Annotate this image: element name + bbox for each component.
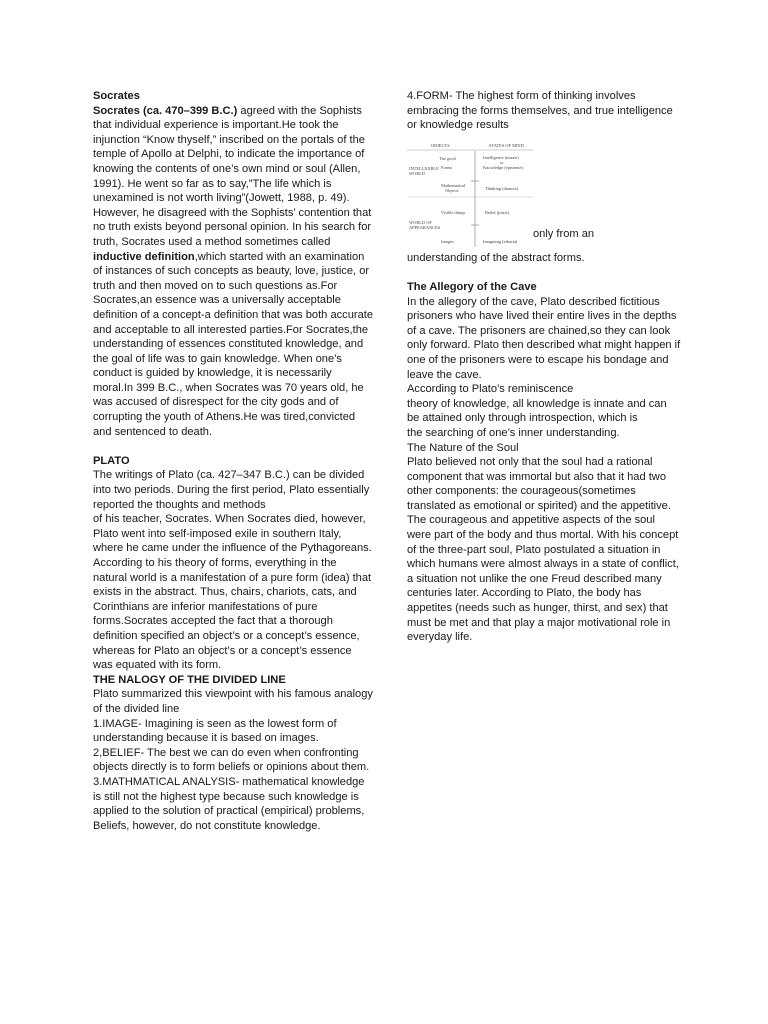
- divided-line-figure: [407, 139, 533, 251]
- figure-state-intel: Intelligence (noesis): [483, 154, 519, 160]
- list-item-form: 4.FORM- The highest form of thinking involves embracing the forms themselves, and true intelligence or knowledge results: [407, 90, 673, 132]
- cave-paragraph: In the allegory of the cave, Plato described fictitious prisoners who have lived their entire lives in the depths of a cave. The prisoners are chained,so they can look only forward. Plato then described what might happen if one of the prisoners were to escape his bondage and leave the cave.: [407, 295, 681, 381]
- divided-line-diagram: [407, 139, 533, 251]
- socrates-text-1: agreed with the Sophists that individual experience is important.He took the injunction “Know thyself,” inscribed on the portals of the temple of Apollo at Delphi, to indicate the importance of knowing the contents of one’s own mind or soul (Allen, 1991). He went so far as to say,”The life which is unexamined is not worth living”(Jowett, 1988, p. 49). However, he disagreed with the Sophists’ contention that no truth exists beyond personal opinion. In his search for truth, Socrates used a method sometimes called: [93, 104, 372, 248]
- socrates-paragraph: [93, 104, 373, 440]
- figure-state-imagining: Imagining (eikasia): [483, 238, 518, 244]
- list-item-math: 3.MATHMATICAL ANALYSIS- mathematical knowledge is still not the highest type because such knowledge is applied to the solution of practical (empirical) problems,: [93, 775, 365, 818]
- socrates-heading: Socrates: [93, 90, 140, 102]
- figure-world-intel: INTELLIGIBLE: [409, 165, 439, 171]
- figure-obj-good: The good: [439, 155, 456, 161]
- list-item-image: 1.IMAGE- Imagining is seen as the lowest form of understanding because it is based on images.: [93, 717, 337, 745]
- right-column: [407, 89, 681, 645]
- socrates-lead: Socrates (ca. 470–399 B.C.): [93, 104, 238, 117]
- list-item-math-end: Beliefs, however, do not constitute knowledge.: [93, 819, 321, 832]
- figure-obj-forms: Forms: [441, 164, 453, 170]
- plato-heading: PLATO: [93, 454, 130, 467]
- soul-paragraph: Plato believed not only that the soul had a rational component that was immortal but also that it had two other components: the courageous(sometimes translated as emotional or spirited) and the appetitive. The courageous and appetitive aspects of the soul were part of the body and thus mortal. With his concept of the three-part soul, Plato postulated a situation in which humans were almost always in a state of conflict, a situation not unlike the one Freud described many centuries later. According to Plato, the body has appetites (needs such as hunger, thirst, and sex) that must be met and that play a major motivational role in everyday life.: [407, 456, 679, 644]
- figure-obj-math: Mathematical: [441, 182, 466, 188]
- cave-heading: The Allegory of the Cave: [407, 280, 537, 293]
- plato-paragraph: The writings of Plato (ca. 427–347 B.C.) can be divided into two periods. During the first period, Plato essentially reported the thoughts and methods of his teacher, Socrates. When Socrates died, however, Plato went into self-imposed exile in southern Italy, where he came under the influence of the Pythagoreans. According to his theory of forms, everything in the natural world is a manifestation of a pure form (idea) that exists in the abstract. Thus, chairs, chariots, cats, and Corinthians are inferior manifestations of pure forms.Socrates accepted the fact that a thorough definition specified an object’s or a concept’s essence, whereas for Plato an object’s or a concept’s essence was equated with its form.: [93, 469, 372, 672]
- list-item-belief: 2,BELIEF- The best we can do even when confronting objects directly is to form beliefs or opinions about them.: [93, 746, 370, 774]
- figure-state-or: or: [500, 159, 504, 165]
- figure-obj-visible: Visible things: [441, 209, 466, 215]
- figure-col-objects: OBJECTS: [431, 142, 450, 148]
- left-column: [93, 89, 373, 833]
- reminiscence-paragraph: According to Plato’s reminiscence theory of knowledge, all knowledge is innate and can be attained only through introspection, which is the searching of one’s inner understanding.: [407, 383, 667, 439]
- figure-obj-images: Images: [441, 238, 454, 244]
- figure-state-thinking: Thinking (dianoia): [485, 185, 519, 191]
- figure-col-states: STATES OF MIND: [489, 142, 524, 148]
- socrates-text-2: ,which started with an examination of instances of such concepts as beauty, love, justice, or truth and then moved on to such questions as.For Socrates,an essence was a universally acceptable definition of a concept-a definition that was both accurate and acceptable to all interested parties.For Socrates,the understanding of essences constituted knowledge, and the goal of life was to gain knowledge. When one’s conduct is guided by knowledge, it is necessarily moral.In 399 B.C., when Socrates was 70 years old, he was accused of disrespect for the city gods and of corrupting the youth of Athens.He was tired,convicted and sentenced to death.: [93, 250, 373, 438]
- list-item-form-end: understanding of the abstract forms.: [407, 251, 585, 264]
- figure-world-app-2: APPEARANCES: [409, 224, 441, 230]
- inductive-definition-term: inductive definition: [93, 250, 195, 263]
- figure-state-belief: Belief (pistis): [485, 209, 510, 215]
- divided-line-heading: THE NALOGY OF THE DIVIDED LINE: [93, 673, 286, 686]
- figure-obj-math-2: Objects: [445, 187, 459, 193]
- figure-world-app: WORLD OF: [409, 219, 432, 225]
- form-cont-text: only from an: [533, 227, 595, 240]
- figure-state-knowledge: Knowledge (episteme): [483, 164, 523, 170]
- figure-world-intel-2: WORLD: [409, 170, 426, 176]
- divided-line-intro: Plato summarized this viewpoint with his famous analogy of the divided line: [93, 688, 373, 715]
- soul-heading: The Nature of the Soul: [407, 441, 519, 454]
